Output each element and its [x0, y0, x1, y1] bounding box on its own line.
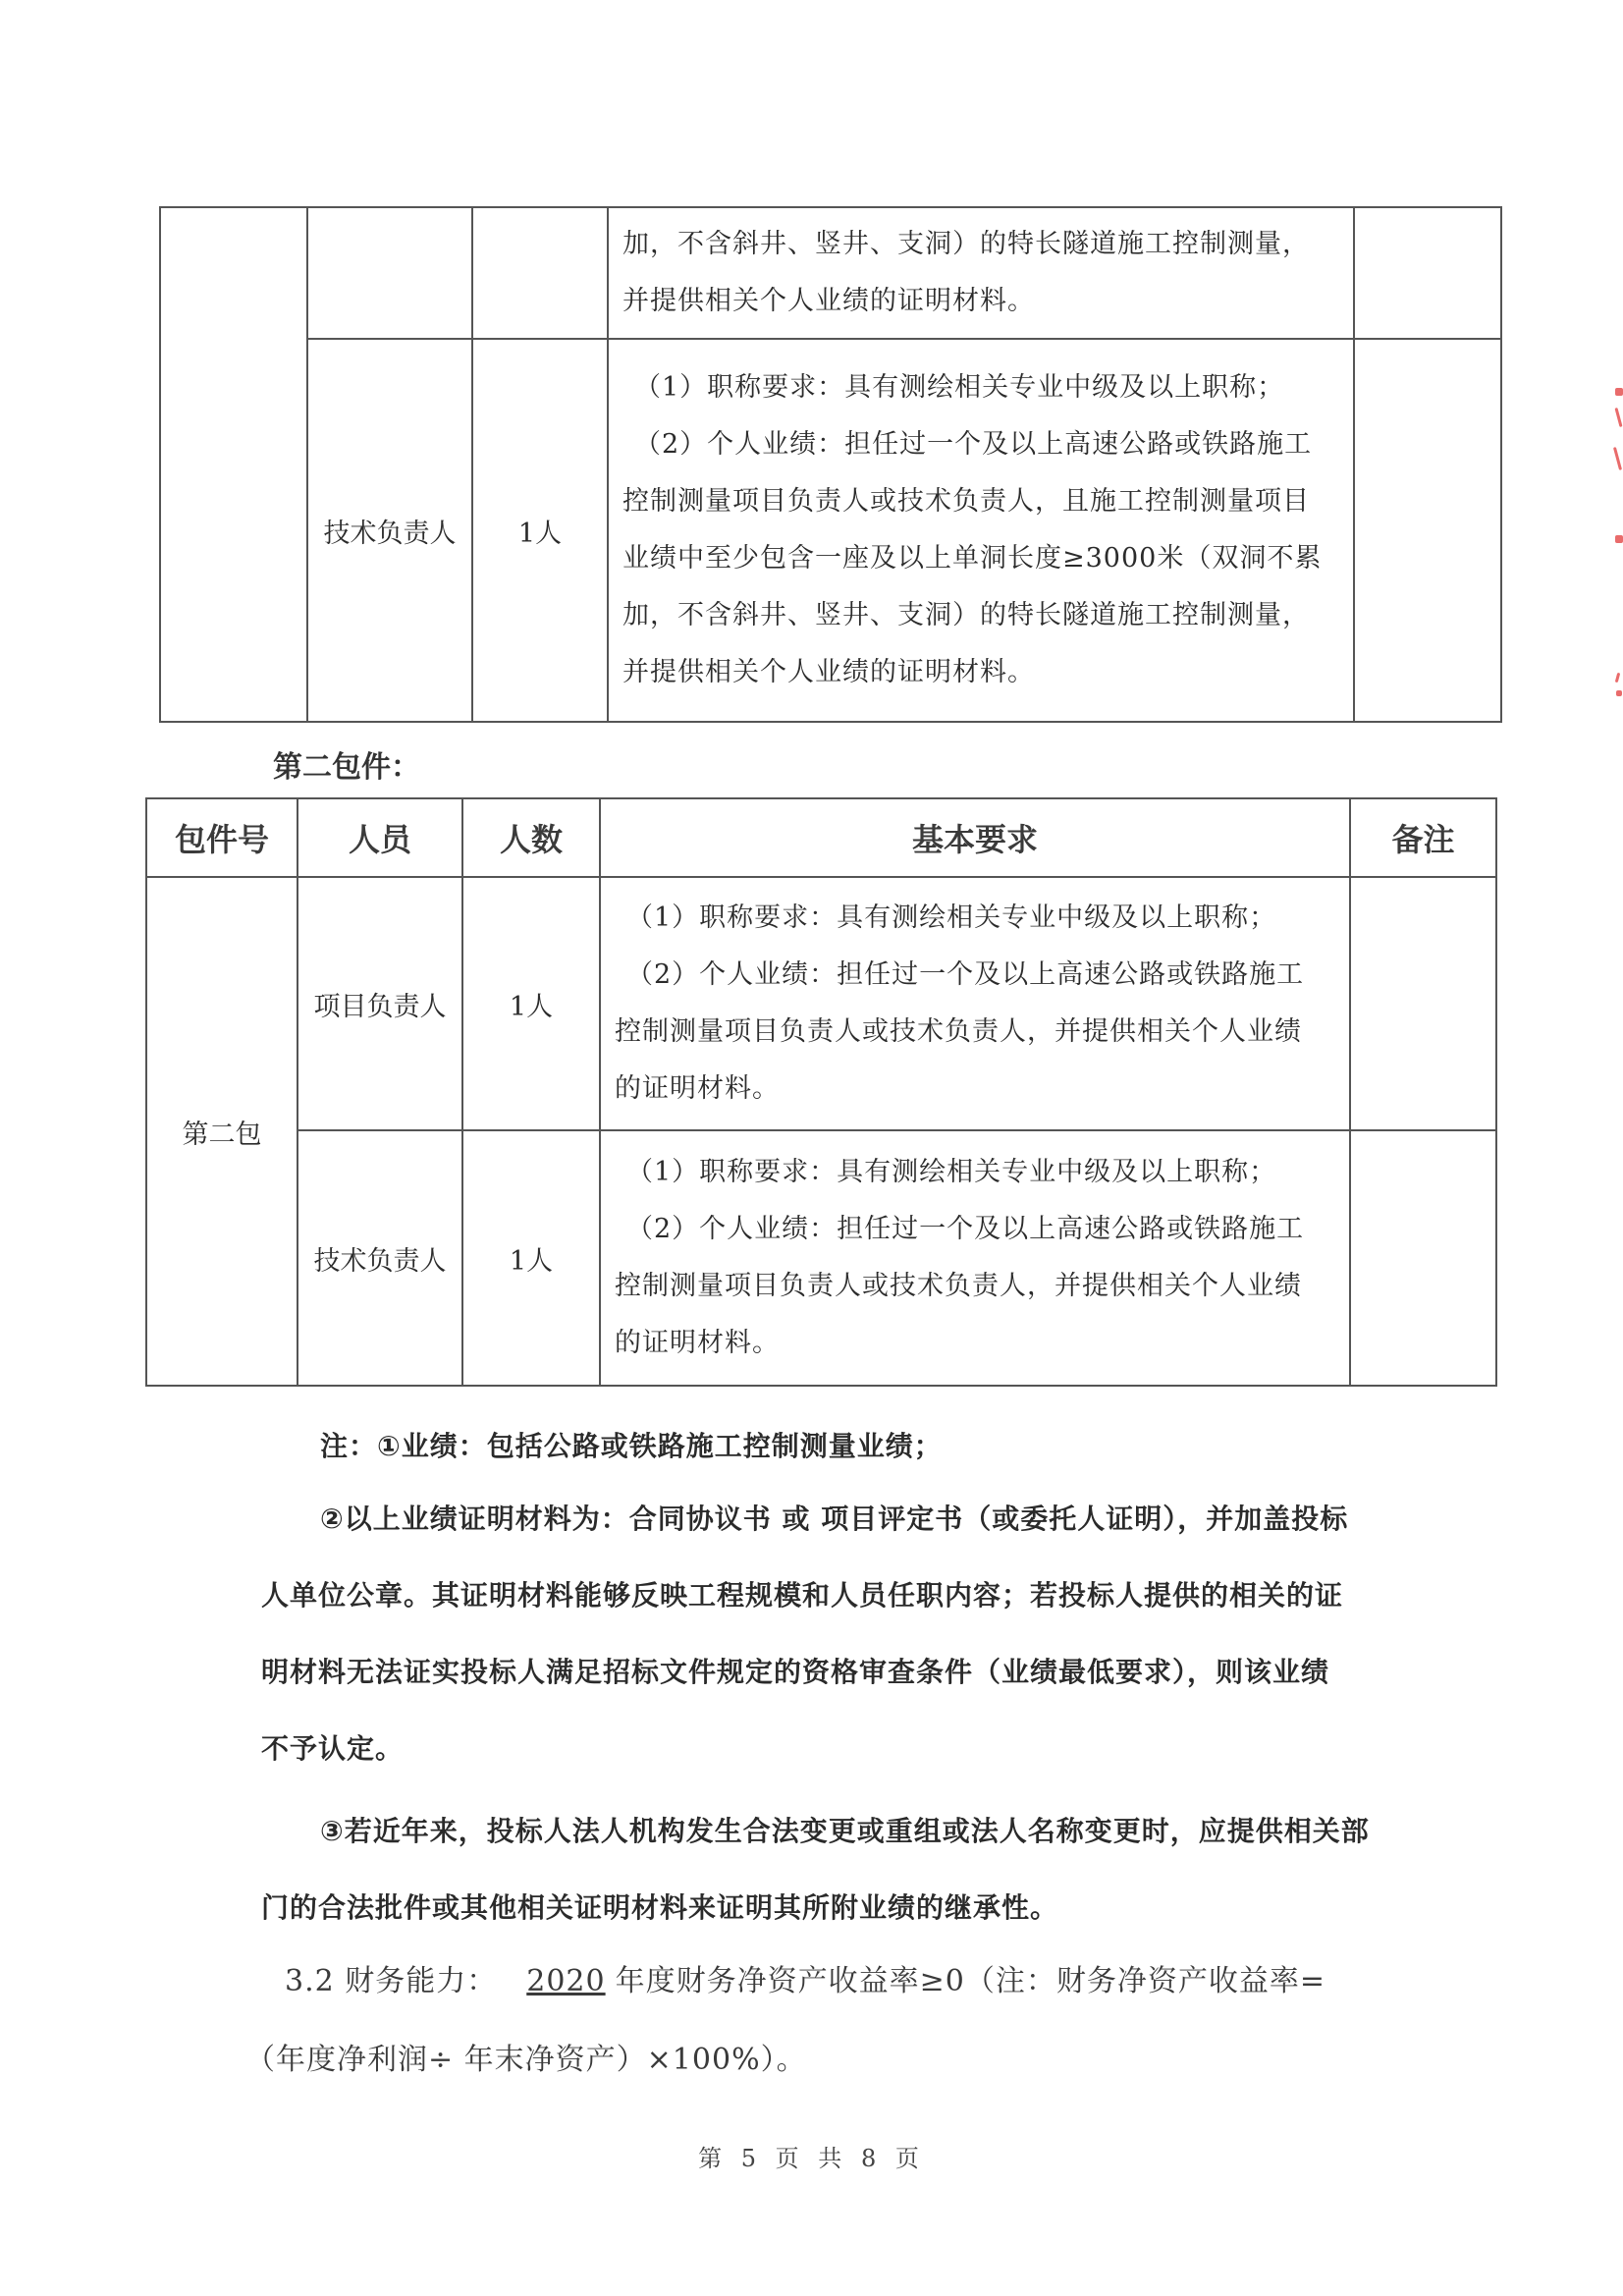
requirement-line: 控制测量项目负责人或技术负责人，并提供相关个人业绩 — [615, 1016, 1302, 1047]
requirements-cell — [608, 207, 1354, 339]
table-row — [160, 207, 1501, 339]
note-line: 门的合法批件或其他相关证明材料来证明其所附业绩的继承性。 — [261, 1891, 1059, 1924]
personnel-table-package2 — [145, 797, 1497, 1387]
remark-cell — [1350, 877, 1496, 1130]
role-cell — [307, 207, 472, 339]
note-line: 人单位公章。其证明材料能够反映工程规模和人员任职内容；若投标人提供的相关的证 — [261, 1579, 1344, 1612]
table-header-row — [146, 798, 1496, 877]
note-3 — [261, 1793, 1380, 1946]
requirement-line: （2）个人业绩：担任过一个及以上高速公路或铁路施工 — [626, 1214, 1305, 1244]
note-line: 不予认定。 — [261, 1732, 405, 1765]
count-cell: 1人 — [462, 1130, 600, 1386]
finance-year: 2020 — [526, 1964, 606, 1998]
table-row — [146, 1130, 1496, 1386]
role-cell: 项目负责人 — [298, 877, 462, 1130]
count-cell — [472, 207, 608, 339]
requirement-line: 加，不含斜井、竖井、支洞）的特长隧道施工控制测量， — [622, 229, 1310, 259]
requirement-line: 业绩中至少包含一座及以上单洞长度≥3000米（双洞不累 — [622, 543, 1323, 574]
finance-requirement — [245, 1942, 1384, 2100]
package-cell — [160, 207, 307, 722]
package-cell: 第二包 — [146, 877, 298, 1386]
requirement-line: （1）职称要求：具有测绘相关专业中级及以上职称； — [634, 372, 1285, 403]
requirements-cell — [600, 877, 1350, 1130]
requirement-line: （1）职称要求：具有测绘相关专业中级及以上职称； — [626, 1157, 1277, 1187]
role-cell: 技术负责人 — [307, 339, 472, 722]
finance-line1-rest: 年度财务净资产收益率≥0（注：财务净资产收益率= — [615, 1964, 1325, 1998]
finance-line-1 — [245, 1942, 1384, 2021]
header-remarks: 备注 — [1350, 798, 1496, 877]
header-personnel: 人员 — [298, 798, 462, 877]
table-row — [160, 339, 1501, 722]
page-number: 第 5 页 共 8 页 — [698, 2145, 925, 2172]
role-cell: 技术负责人 — [298, 1130, 462, 1386]
table-row — [146, 877, 1496, 1130]
requirements-cell — [608, 339, 1354, 722]
requirement-line: 控制测量项目负责人或技术负责人，且施工控制测量项目 — [622, 486, 1310, 517]
finance-line-2: （年度净利润÷ 年末净资产）×100%）。 — [245, 2043, 807, 2077]
requirement-line: 的证明材料。 — [615, 1328, 780, 1358]
section-label-package2: 第二包件： — [273, 750, 420, 785]
requirement-line: 并提供相关个人业绩的证明材料。 — [622, 657, 1035, 687]
finance-prefix: 3.2 财务能力： — [285, 1964, 498, 1998]
requirement-line: 加，不含斜井、竖井、支洞）的特长隧道施工控制测量， — [622, 600, 1310, 630]
requirements-cell — [600, 1130, 1350, 1386]
header-requirements: 基本要求 — [600, 798, 1350, 877]
personnel-table-package1-continued — [159, 206, 1502, 723]
requirement-line: （2）个人业绩：担任过一个及以上高速公路或铁路施工 — [634, 429, 1313, 460]
remark-cell — [1354, 339, 1501, 722]
header-count: 人数 — [462, 798, 600, 877]
note-1 — [261, 1408, 1380, 1485]
note-line: ②以上业绩证明材料为：合同协议书 或 项目评定书（或委托人证明），并加盖投标 — [320, 1503, 1349, 1535]
header-package-no: 包件号 — [146, 798, 298, 877]
count-cell: 1人 — [472, 339, 608, 722]
count-cell: 1人 — [462, 877, 600, 1130]
note-line: ③若近年来，投标人法人机构发生合法变更或重组或法人名称变更时，应提供相关部 — [320, 1815, 1370, 1847]
note-line: 注：①业绩：包括公路或铁路施工控制测量业绩； — [320, 1430, 943, 1462]
requirement-line: 并提供相关个人业绩的证明材料。 — [622, 286, 1035, 316]
requirement-line: 的证明材料。 — [615, 1073, 780, 1104]
remark-cell — [1354, 207, 1501, 339]
note-2 — [261, 1481, 1380, 1787]
requirement-line: 控制测量项目负责人或技术负责人，并提供相关个人业绩 — [615, 1271, 1302, 1301]
requirement-line: （1）职称要求：具有测绘相关专业中级及以上职称； — [626, 902, 1277, 933]
remark-cell — [1350, 1130, 1496, 1386]
note-line: 明材料无法证实投标人满足招标文件规定的资格审查条件（业绩最低要求），则该业绩 — [261, 1656, 1330, 1688]
requirement-line: （2）个人业绩：担任过一个及以上高速公路或铁路施工 — [626, 959, 1305, 990]
